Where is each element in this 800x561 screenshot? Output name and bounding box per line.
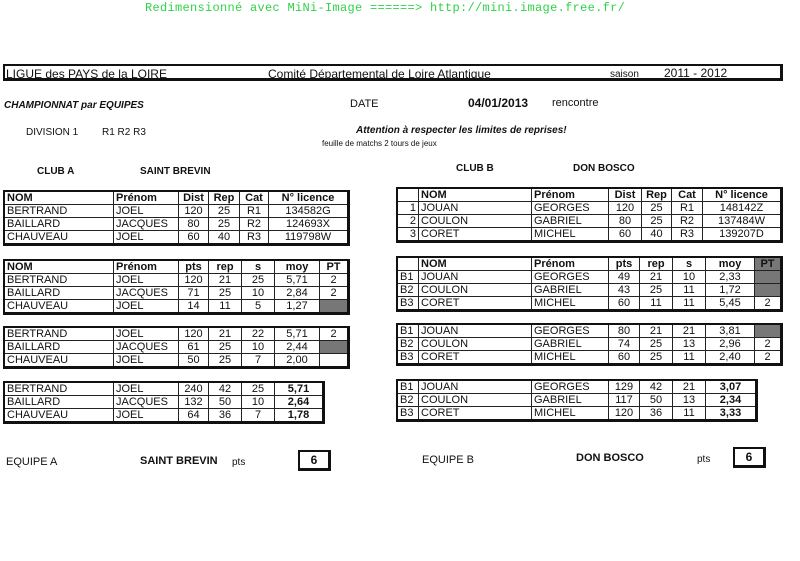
table-row bbox=[397, 228, 782, 242]
cell bbox=[397, 257, 419, 271]
cell: CORET bbox=[419, 228, 532, 242]
cell: R3 bbox=[240, 231, 269, 245]
table-header-row bbox=[397, 257, 782, 271]
cell: GABRIEL bbox=[532, 284, 609, 297]
cell: R2 bbox=[240, 218, 269, 231]
cell-shaded bbox=[320, 300, 349, 314]
cell: 71 bbox=[179, 287, 209, 300]
cell: 1,72 bbox=[706, 284, 755, 297]
cell-shaded bbox=[755, 271, 782, 284]
cell: 1,27 bbox=[275, 300, 320, 314]
cell bbox=[320, 354, 349, 368]
cell: B2 bbox=[397, 338, 419, 351]
cell: 5,71 bbox=[275, 327, 320, 341]
table-row bbox=[397, 351, 782, 365]
cell: 137484W bbox=[703, 215, 782, 228]
cell: 11 bbox=[673, 284, 706, 297]
table-row bbox=[397, 407, 757, 421]
cell: 120 bbox=[179, 274, 209, 287]
cell: COULON bbox=[419, 284, 532, 297]
cell: CHAUVEAU bbox=[4, 409, 114, 423]
table-row bbox=[4, 409, 324, 423]
table-row bbox=[4, 300, 349, 314]
table-row bbox=[4, 231, 349, 245]
cell: 25 bbox=[209, 354, 242, 368]
season-value: 2011 - 2012 bbox=[664, 66, 728, 80]
cell: BAILLARD bbox=[4, 218, 114, 231]
table-row bbox=[397, 215, 782, 228]
cell: 21 bbox=[640, 271, 673, 284]
cell: 2 bbox=[755, 297, 782, 311]
col-header: N° licence bbox=[269, 191, 349, 205]
watermark: Redimensionné avec MiNi-Image ======> http://mini.image.free.fr/ bbox=[145, 1, 626, 15]
cell: 1,78 bbox=[275, 409, 324, 423]
cell: 3,33 bbox=[706, 407, 757, 421]
table-row bbox=[4, 327, 349, 341]
cell: JOEL bbox=[114, 354, 179, 368]
cell: R1 bbox=[672, 202, 703, 215]
cell: 124693X bbox=[269, 218, 349, 231]
division-label: DIVISION 1 bbox=[26, 127, 79, 138]
cell: 10 bbox=[242, 396, 275, 409]
team-b-points: 6 bbox=[733, 447, 766, 468]
cell: B1 bbox=[397, 324, 419, 338]
cell bbox=[397, 188, 419, 202]
cell: 119798W bbox=[269, 231, 349, 245]
cell: R3 bbox=[672, 228, 703, 242]
encounter-label: rencontre bbox=[552, 97, 599, 109]
cell: JOEL bbox=[114, 274, 179, 287]
cell: 10 bbox=[242, 341, 275, 354]
cell: 132 bbox=[179, 396, 209, 409]
cell: 5,71 bbox=[275, 382, 324, 396]
col-header: Cat bbox=[240, 191, 269, 205]
cell: 1 bbox=[397, 202, 419, 215]
cell: 50 bbox=[209, 396, 242, 409]
col-header: Cat bbox=[672, 188, 703, 202]
cell: 25 bbox=[209, 341, 242, 354]
cell-shaded bbox=[320, 341, 349, 354]
cell: CHAUVEAU bbox=[4, 300, 114, 314]
cell: 25 bbox=[642, 202, 672, 215]
cell: BAILLARD bbox=[4, 287, 114, 300]
col-header: Rep bbox=[209, 191, 240, 205]
cell: GEORGES bbox=[532, 271, 609, 284]
col-header: Prénom bbox=[114, 260, 179, 274]
cell: 2,84 bbox=[275, 287, 320, 300]
table-row bbox=[4, 396, 324, 409]
cell: 2,34 bbox=[706, 394, 757, 407]
team-a-pts-label: pts bbox=[232, 457, 246, 468]
cell: 2 bbox=[320, 327, 349, 341]
col-header: NOM bbox=[4, 191, 114, 205]
col-header: moy bbox=[706, 257, 755, 271]
team-a-name: SAINT BREVIN bbox=[140, 455, 218, 467]
cell: 40 bbox=[642, 228, 672, 242]
cell: 2,96 bbox=[706, 338, 755, 351]
cell: 5,71 bbox=[275, 274, 320, 287]
cell: 11 bbox=[673, 407, 706, 421]
cell: R2 bbox=[672, 215, 703, 228]
club-b-name: DON BOSCO bbox=[573, 163, 635, 174]
table-row bbox=[397, 380, 757, 394]
cell: CORET bbox=[419, 297, 532, 311]
col-header: Prénom bbox=[114, 191, 179, 205]
cell: 11 bbox=[209, 300, 242, 314]
cell: 80 bbox=[179, 218, 209, 231]
cell: 21 bbox=[673, 380, 706, 394]
cell: 60 bbox=[609, 351, 640, 365]
cell: JACQUES bbox=[114, 287, 179, 300]
cell: 10 bbox=[673, 271, 706, 284]
table-row bbox=[4, 287, 349, 300]
cell: 61 bbox=[179, 341, 209, 354]
cell: 117 bbox=[609, 394, 640, 407]
cell: B1 bbox=[397, 380, 419, 394]
cell: COULON bbox=[419, 338, 532, 351]
col-header: PT bbox=[320, 260, 349, 274]
cell: COULON bbox=[419, 394, 532, 407]
club-b-round2-table bbox=[396, 323, 783, 366]
cell: 25 bbox=[242, 274, 275, 287]
date-value: 04/01/2013 bbox=[468, 96, 529, 110]
cell: 2 bbox=[755, 351, 782, 365]
club-a-roster-table bbox=[3, 190, 350, 246]
cell: BAILLARD bbox=[4, 396, 114, 409]
cell: BERTRAND bbox=[4, 327, 114, 341]
league-title: LIGUE des PAYS de la LOIRE bbox=[6, 67, 167, 81]
club-b-totals-table bbox=[396, 379, 758, 422]
table-header-row bbox=[4, 260, 349, 274]
cell: B3 bbox=[397, 351, 419, 365]
cell: JACQUES bbox=[114, 396, 179, 409]
cell: JOEL bbox=[114, 409, 179, 423]
cell: JOUAN bbox=[419, 202, 532, 215]
cell: 25 bbox=[209, 287, 242, 300]
cell: 36 bbox=[209, 409, 242, 423]
cell: MICHEL bbox=[532, 407, 609, 421]
cell: 7 bbox=[242, 409, 275, 423]
col-header: Dist bbox=[609, 188, 642, 202]
cell: 120 bbox=[609, 202, 642, 215]
club-b-roster-table bbox=[396, 187, 783, 243]
cell: 11 bbox=[673, 351, 706, 365]
cell: 80 bbox=[609, 215, 642, 228]
cell: 50 bbox=[179, 354, 209, 368]
cell: 3 bbox=[397, 228, 419, 242]
col-header: s bbox=[242, 260, 275, 274]
cell: 10 bbox=[242, 287, 275, 300]
table-header-row bbox=[397, 188, 782, 202]
cell: 14 bbox=[179, 300, 209, 314]
cell: CORET bbox=[419, 407, 532, 421]
cell: 21 bbox=[209, 274, 242, 287]
cell: 74 bbox=[609, 338, 640, 351]
cell: 22 bbox=[242, 327, 275, 341]
cell: 60 bbox=[609, 228, 642, 242]
table-row bbox=[397, 394, 757, 407]
cell: GABRIEL bbox=[532, 215, 609, 228]
cell: B2 bbox=[397, 394, 419, 407]
cell: 240 bbox=[179, 382, 209, 396]
cell: 120 bbox=[179, 205, 209, 218]
cell: 60 bbox=[179, 231, 209, 245]
cell: JOUAN bbox=[419, 271, 532, 284]
cell: 13 bbox=[673, 394, 706, 407]
cell: 2 bbox=[320, 287, 349, 300]
col-header: Prénom bbox=[532, 257, 609, 271]
club-a-round2-table bbox=[3, 326, 350, 369]
table-row bbox=[4, 382, 324, 396]
col-header: Dist bbox=[179, 191, 209, 205]
cell: JOUAN bbox=[419, 324, 532, 338]
table-row bbox=[4, 341, 349, 354]
col-header: NOM bbox=[419, 188, 532, 202]
cell: MICHEL bbox=[532, 228, 609, 242]
cell: GABRIEL bbox=[532, 394, 609, 407]
cell: MICHEL bbox=[532, 297, 609, 311]
cell: CORET bbox=[419, 351, 532, 365]
cell: 11 bbox=[673, 297, 706, 311]
cell: JOEL bbox=[114, 382, 179, 396]
col-header: rep bbox=[209, 260, 242, 274]
cell: B3 bbox=[397, 407, 419, 421]
col-header: PT bbox=[755, 257, 782, 271]
cell: 5,45 bbox=[706, 297, 755, 311]
cell: 42 bbox=[640, 380, 673, 394]
cell: 11 bbox=[640, 297, 673, 311]
cell: 21 bbox=[640, 324, 673, 338]
cell: 7 bbox=[242, 354, 275, 368]
club-b-label: CLUB B bbox=[456, 163, 494, 174]
cell: 3,81 bbox=[706, 324, 755, 338]
col-header: s bbox=[673, 257, 706, 271]
cell: 25 bbox=[640, 338, 673, 351]
col-header: NOM bbox=[4, 260, 114, 274]
cell: 21 bbox=[673, 324, 706, 338]
cell: 40 bbox=[209, 231, 240, 245]
cell: 25 bbox=[640, 284, 673, 297]
cell: 2,40 bbox=[706, 351, 755, 365]
cell: 120 bbox=[179, 327, 209, 341]
cell: MICHEL bbox=[532, 351, 609, 365]
cell: 2,00 bbox=[275, 354, 320, 368]
cell: 120 bbox=[609, 407, 640, 421]
cell: GABRIEL bbox=[532, 338, 609, 351]
cell: B2 bbox=[397, 284, 419, 297]
col-header: rep bbox=[640, 257, 673, 271]
club-b-round1-table bbox=[396, 256, 783, 312]
cell: GEORGES bbox=[532, 324, 609, 338]
club-a-totals-table bbox=[3, 381, 325, 424]
cell: JACQUES bbox=[114, 218, 179, 231]
cell: 25 bbox=[640, 351, 673, 365]
cell: 139207D bbox=[703, 228, 782, 242]
date-label: DATE bbox=[350, 98, 379, 110]
cell: JOUAN bbox=[419, 380, 532, 394]
table-row bbox=[4, 218, 349, 231]
cell: 80 bbox=[609, 324, 640, 338]
table-row bbox=[397, 271, 782, 284]
col-header: pts bbox=[609, 257, 640, 271]
cell: 2 bbox=[755, 338, 782, 351]
cell: 134582G bbox=[269, 205, 349, 218]
col-header: moy bbox=[275, 260, 320, 274]
cell: 13 bbox=[673, 338, 706, 351]
col-header: Prénom bbox=[532, 188, 609, 202]
table-row bbox=[397, 202, 782, 215]
table-row bbox=[397, 297, 782, 311]
cell: 25 bbox=[209, 205, 240, 218]
division-list: R1 R2 R3 bbox=[102, 127, 146, 138]
cell: JOEL bbox=[114, 205, 179, 218]
cell: 3,07 bbox=[706, 380, 757, 394]
col-header: Rep bbox=[642, 188, 672, 202]
cell: COULON bbox=[419, 215, 532, 228]
table-row bbox=[4, 274, 349, 287]
cell: BERTRAND bbox=[4, 205, 114, 218]
table-row bbox=[397, 338, 782, 351]
club-a-label: CLUB A bbox=[37, 166, 75, 177]
table-header-row bbox=[4, 191, 349, 205]
cell: BAILLARD bbox=[4, 341, 114, 354]
cell: 21 bbox=[209, 327, 242, 341]
championship-title: CHAMPIONNAT par EQUIPES bbox=[4, 100, 144, 111]
cell: 2 bbox=[320, 274, 349, 287]
col-header: pts bbox=[179, 260, 209, 274]
club-a-name: SAINT BREVIN bbox=[140, 166, 211, 177]
cell: 5 bbox=[242, 300, 275, 314]
cell: CHAUVEAU bbox=[4, 231, 114, 245]
cell: 2,44 bbox=[275, 341, 320, 354]
cell: 2,33 bbox=[706, 271, 755, 284]
cell: JOEL bbox=[114, 231, 179, 245]
table-row bbox=[397, 324, 782, 338]
cell: JOEL bbox=[114, 327, 179, 341]
col-header: N° licence bbox=[703, 188, 782, 202]
col-header: NOM bbox=[419, 257, 532, 271]
cell: 50 bbox=[640, 394, 673, 407]
team-a-label: EQUIPE A bbox=[6, 456, 58, 468]
cell: JOEL bbox=[114, 300, 179, 314]
cell: 36 bbox=[640, 407, 673, 421]
team-a-points: 6 bbox=[298, 450, 331, 471]
cell: 129 bbox=[609, 380, 640, 394]
table-row bbox=[4, 354, 349, 368]
cell: 43 bbox=[609, 284, 640, 297]
cell: 64 bbox=[179, 409, 209, 423]
team-b-pts-label: pts bbox=[697, 454, 711, 465]
cell: CHAUVEAU bbox=[4, 354, 114, 368]
committee-title: Comité Départemental de Loire Atlantique bbox=[268, 67, 491, 81]
season-label: saison bbox=[610, 69, 639, 80]
cell-shaded bbox=[755, 324, 782, 338]
cell: B3 bbox=[397, 297, 419, 311]
cell: 2 bbox=[397, 215, 419, 228]
cell: 25 bbox=[242, 382, 275, 396]
cell: R1 bbox=[240, 205, 269, 218]
warning-text: Attention à respecter les limites de reprises! bbox=[356, 125, 567, 136]
cell: GEORGES bbox=[532, 380, 609, 394]
cell-shaded bbox=[755, 284, 782, 297]
table-row bbox=[397, 284, 782, 297]
cell: 42 bbox=[209, 382, 242, 396]
cell: 49 bbox=[609, 271, 640, 284]
team-b-label: EQUIPE B bbox=[422, 454, 474, 466]
cell: 25 bbox=[642, 215, 672, 228]
cell: 60 bbox=[609, 297, 640, 311]
cell: BERTRAND bbox=[4, 382, 114, 396]
team-b-name: DON BOSCO bbox=[576, 452, 644, 464]
cell: B1 bbox=[397, 271, 419, 284]
sheet-note: feuille de matchs 2 tours de jeux bbox=[322, 139, 437, 148]
cell: 2,64 bbox=[275, 396, 324, 409]
club-a-round1-table bbox=[3, 259, 350, 315]
cell: 148142Z bbox=[703, 202, 782, 215]
cell: JACQUES bbox=[114, 341, 179, 354]
table-row bbox=[4, 205, 349, 218]
cell: 25 bbox=[209, 218, 240, 231]
cell: BERTRAND bbox=[4, 274, 114, 287]
cell: GEORGES bbox=[532, 202, 609, 215]
